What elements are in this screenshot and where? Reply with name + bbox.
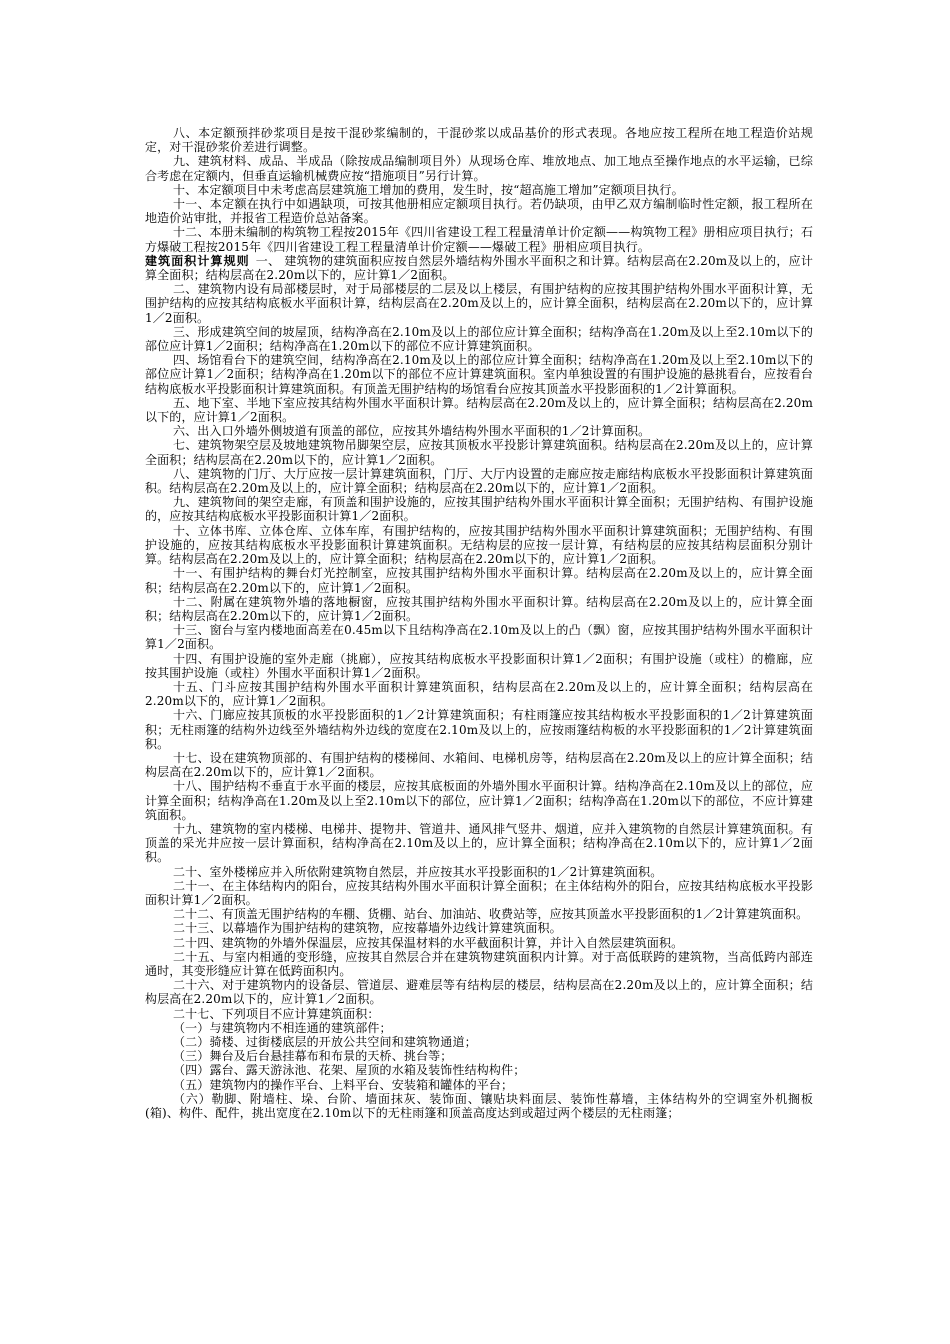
rule-paragraph: 十四、有围护设施的室外走廊（挑廊），应按其结构底板水平投影面积计算1／2面积；有围护设施（或柱）的檐廊，应按其围护设施（或柱）外围水平面积计算1／2面积。 xyxy=(145,651,813,680)
rule-paragraph: 十七、设在建筑物顶部的、有围护结构的楼梯间、水箱间、电梯机房等，结构层高在2.20m及以上的应计算全面积；结构层高在2.20m以下的，应计算1／2面积。 xyxy=(145,750,813,780)
rule-paragraph: 八、建筑物的门厅、大厅应按一层计算建筑面积，门厅、大厅内设置的走廊应按走廊结构底板水平投影面积计算建筑面积。结构层高在2.20m及以上的，应计算全面积；结构层高在2.20m以下的，应计算1／2面积。 xyxy=(145,466,813,496)
section-heading: 建筑面积计算规则 xyxy=(145,253,250,268)
rule-paragraph: 十八、围护结构不垂直于水平面的楼层，应按其底板面的外墙外围水平面积计算。结构净高在2.10m及以上的部位，应计算全面积；结构净高在1.20m及以上至2.10m以下的部位，应计算1／2面积；结构净高在1.20m以下的部位，不应计算建筑面积。 xyxy=(145,779,813,822)
list-item: （五）建筑物内的操作平台、上料平台、安装箱和罐体的平台； xyxy=(173,1077,514,1092)
rule-paragraph: 二十五、与室内相通的变形缝，应按其自然层合并在建筑物建筑面积内计算。对于高低联跨的建筑物，当高低跨内部连通时，其变形缝应计算在低跨面积内。 xyxy=(145,949,813,978)
rule-paragraph: 十三、窗台与室内楼地面高差在0.45m以下且结构净高在2.10m及以上的凸（飘）窗，应按其围护结构外围水平面积计算1／2面积。 xyxy=(145,623,813,652)
rule-paragraph: 二十六、对于建筑物内的设备层、管道层、避难层等有结构层的楼层，结构层高在2.20m及以上的，应计算全面积；结构层高在2.20m以下的，应计算1／2面积。 xyxy=(145,978,813,1007)
paragraph: 十一、本定额在执行中如遇缺项，可按其他册相应定额项目执行。若仍缺项，由甲乙双方编制临时性定额，报工程所在地造价站审批，并报省工程造价总站备案。 xyxy=(145,197,813,226)
rule-paragraph: 二十二、有顶盖无围护结构的车棚、货棚、站台、加油站、收费站等，应按其顶盖水平投影面积的1／2计算建筑面积。 xyxy=(173,907,809,922)
rule-paragraph: 六、出入口外墙外侧坡道有顶盖的部位，应按其外墙结构外围水平面积的1／2计算面积。 xyxy=(173,424,651,439)
rule-paragraph: 四、场馆看台下的建筑空间，结构净高在2.10m及以上的部位应计算全面积；结构净高在1.20m及以上至2.10m以下的部位应计算1／2面积；结构净高在1.20m以下的部位不应计算建筑面积。室内单独设置的有围护设施的悬挑看台，应按看台结构底板水平投影面积计算建筑面积。有顶盖无围护结构的场馆看台应按其顶盖水平投影面积的1／2计算面积。 xyxy=(145,353,813,396)
rule-text: 一、 建筑物的建筑面积应按自然层外墙结构外围水平面积之和计算。结构层高在2.20m及以上的，应计算全面积；结构层高在2.20m以下的，应计算1／2面积。 xyxy=(145,253,813,283)
document-page xyxy=(145,126,813,1120)
rule-paragraph: 二十三、以幕墙作为围护结构的建筑物，应按幕墙外边线计算建筑面积。 xyxy=(173,921,562,936)
list-item: （四）露台、露天游泳池、花架、屋顶的水箱及装饰性结构构件； xyxy=(173,1063,526,1078)
list-item: （三）舞台及后台悬挂幕布和布景的天桥、挑台等； xyxy=(173,1049,453,1064)
rule-paragraph: 十六、门廊应按其顶板的水平投影面积的1／2计算建筑面积；有柱雨篷应按其结构板水平投影面积的1／2计算建筑面积；无柱雨篷的结构外边线至外墙结构外边线的宽度在2.10m及以上的，应按雨篷结构板的水平投影面积的1／2计算建筑面积。 xyxy=(145,708,813,751)
rule-paragraph: 十一、有围护结构的舞台灯光控制室，应按其围护结构外围水平面积计算。结构层高在2.20m及以上的，应计算全面积；结构层高在2.20m以下的，应计算1／2面积。 xyxy=(145,566,813,595)
rule-paragraph: 七、建筑物架空层及坡地建筑物吊脚架空层，应按其顶板水平投影计算建筑面积。结构层高在2.20m及以上的，应计算全面积；结构层高在2.20m以下的，应计算1／2面积。 xyxy=(145,438,813,467)
rule-paragraph: 二十七、下列项目不应计算建筑面积： xyxy=(173,1006,380,1021)
rule-paragraph: 二、建筑物内设有局部楼层时，对于局部楼层的二层及以上楼层，有围护结构的应按其围护结构外围水平面积计算，无围护结构的应按其结构底板水平面积计算，结构层高在2.20m及以上的，应计算全面积，结构层高在2.20m以下的，应计算1／2面积。 xyxy=(145,282,813,325)
list-item: （二）骑楼、过街楼底层的开放公共空间和建筑物通道； xyxy=(173,1035,477,1049)
rule-paragraph: 五、地下室、半地下室应按其结构外围水平面积计算。结构层高在2.20m及以上的，应计算全面积；结构层高在2.20m以下的，应计算1／2面积。 xyxy=(145,395,813,425)
paragraph: 九、建筑材料、成品、半成品（除按成品编制项目外）从现场仓库、堆放地点、加工地点至操作地点的水平运输，已综合考虑在定额内，但垂直运输机械费应按“措施项目”另行计算。 xyxy=(145,154,813,183)
rule-paragraph: 二十一、在主体结构内的阳台，应按其结构外围水平面积计算全面积；在主体结构外的阳台，应按其结构底板水平投影面积计算1／2面积。 xyxy=(145,878,813,907)
rule-paragraph: 十二、附属在建筑物外墙的落地橱窗，应按其围护结构外围水平面积计算。结构层高在2.20m及以上的，应计算全面积；结构层高在2.20m以下的，应计算1／2面积。 xyxy=(145,594,813,623)
rule-paragraph: 十、立体书库、立体仓库、立体车库，有围护结构的，应按其围护结构外围水平面积计算建筑面积；无围护结构、有围护设施的，应按其结构底板水平投影面积计算建筑面积。无结构层的应按一层计算，有结构层的应按其结构层面积分别计算。结构层高在2.20m及以上的，应计算全面积；结构层高在2.20m以下的，应计算1／2面积。 xyxy=(145,523,813,567)
rule-paragraph: 二十四、建筑物的外墙外保温层，应按其保温材料的水平截面积计算，并计入自然层建筑面积。 xyxy=(173,935,684,950)
section-first-paragraph xyxy=(145,254,813,282)
paragraph: 八、本定额预拌砂浆项目是按干混砂浆编制的，干混砂浆以成品基价的形式表现。各地应按工程所在地工程造价站规定，对干混砂浆价差进行调整。 xyxy=(145,126,813,155)
list-item: （一）与建筑物内不相连通的建筑部件； xyxy=(173,1020,392,1035)
rule-paragraph: 二十、室外楼梯应并入所依附建筑物自然层，并应按其水平投影面积的1／2计算建筑面积。 xyxy=(173,864,663,879)
paragraph: 十、本定额项目中未考虑高层建筑施工增加的费用，发生时，按“超高施工增加”定额项目执行。 xyxy=(173,182,684,197)
paragraph: 十二、本册未编制的构筑物工程按2015年《四川省建设工程工程量清单计价定额——构筑物工程》册相应项目执行；石方爆破工程按2015年《四川省建设工程工程量清单计价定额——爆破工程》册相应项目执行。 xyxy=(145,225,813,254)
rule-paragraph: 十九、建筑物的室内楼梯、电梯井、提物井、管道井、通风排气竖井、烟道，应并入建筑物的自然层计算建筑面积。有顶盖的采光井应按一层计算面积，结构净高在2.10m及以上的，应计算全面积；结构净高在2.10m以下的，应计算1／2面积。 xyxy=(145,821,813,865)
list-item: （六）勒脚、附墙柱、垛、台阶、墙面抹灰、装饰面、镶贴块料面层、装饰性幕墙，主体结构外的空调室外机搁板(箱)、构件、配件，挑出宽度在2.10m以下的无柱雨篷和顶盖高度达到或超过两个楼层的无柱雨篷； xyxy=(145,1091,813,1121)
rule-paragraph: 九、建筑物间的架空走廊，有顶盖和围护设施的，应按其围护结构外围水平面积计算全面积；无围护结构、有围护设施的，应按其结构底板水平投影面积计算1／2面积。 xyxy=(145,495,813,524)
rule-paragraph: 十五、门斗应按其围护结构外围水平面积计算建筑面积，结构层高在2.20m及以上的，应计算全面积；结构层高在2.20m以下的，应计算1／2面积。 xyxy=(145,679,813,709)
rule-paragraph: 三、形成建筑空间的坡屋顶，结构净高在2.10m及以上的部位应计算全面积；结构净高在1.20m及以上至2.10m以下的部位应计算1／2面积；结构净高在1.20m以下的部位不应计算建筑面积。 xyxy=(145,324,813,354)
